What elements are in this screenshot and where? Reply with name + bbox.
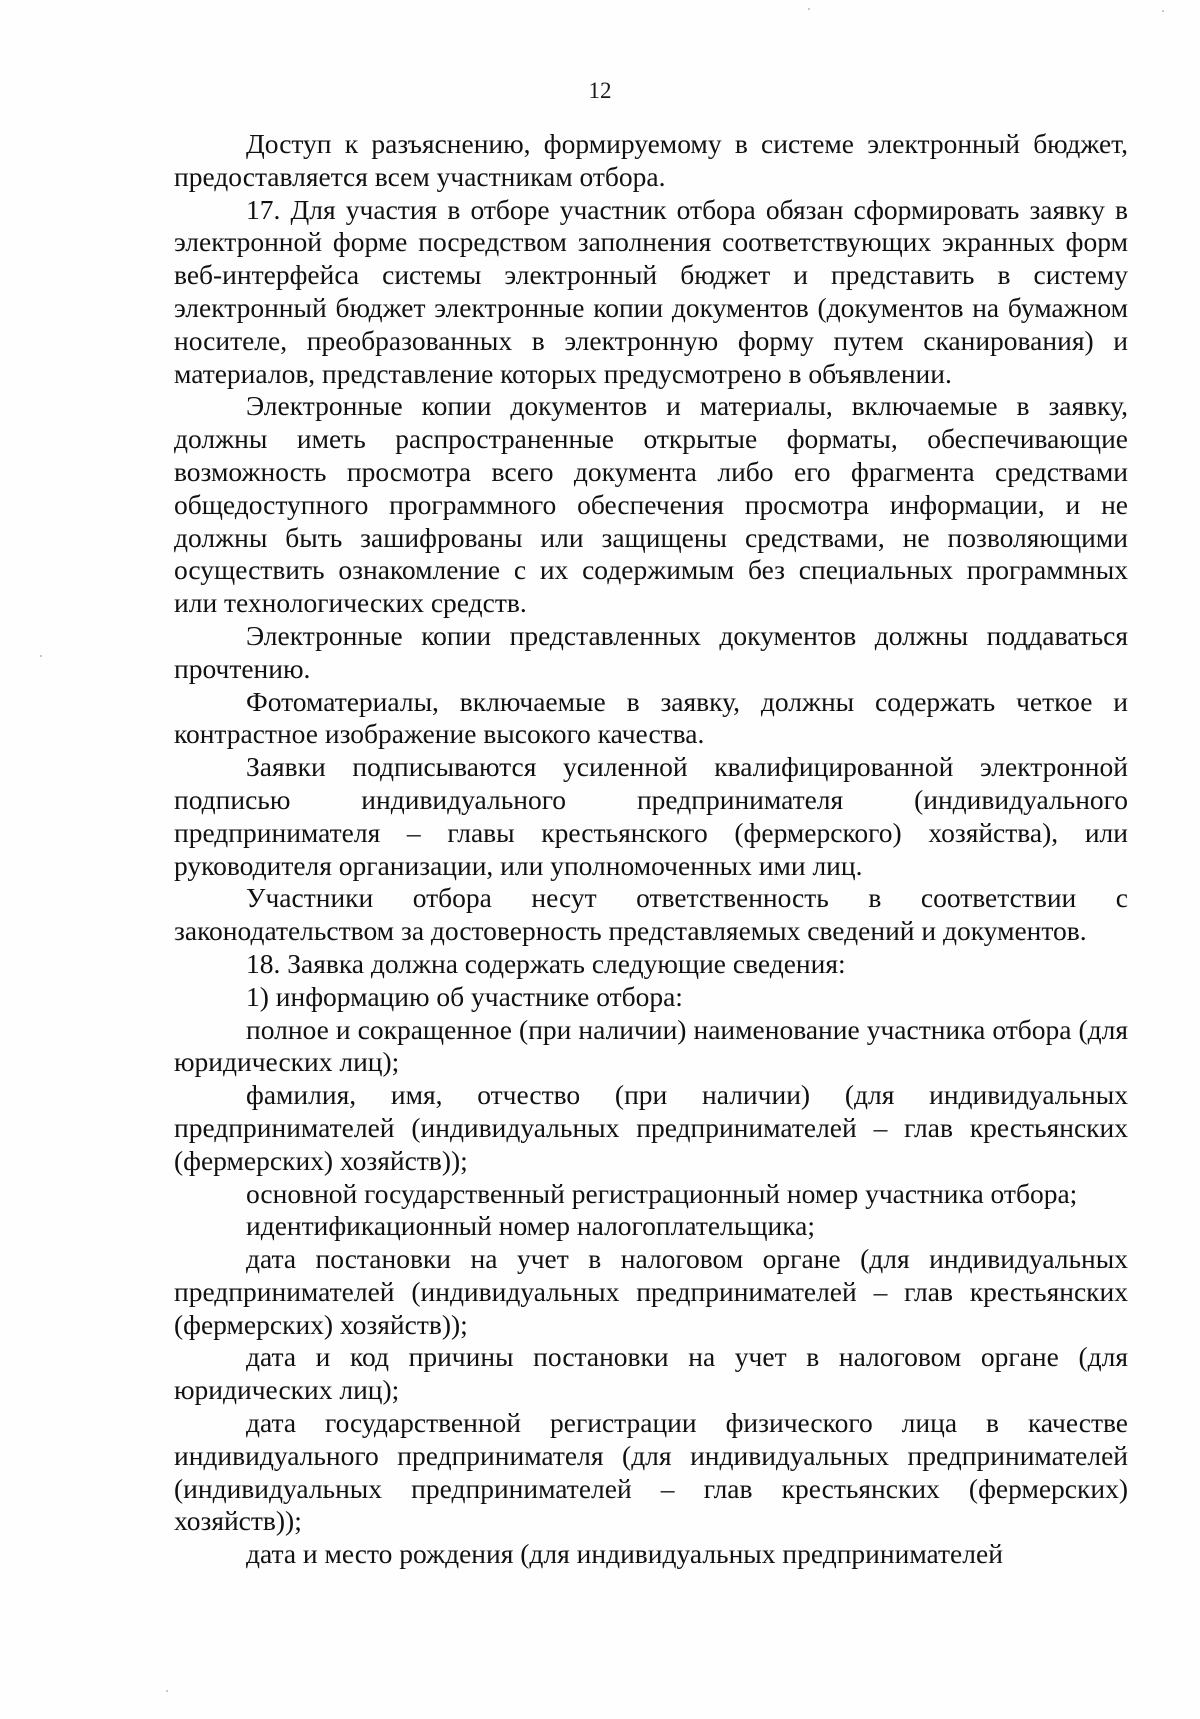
paragraph: Заявки подписываются усиленной квалифицированной электронной подписью индивидуального предпринимателя (индивидуального предпринимателя – главы крестьянского (фермерского) хозяйства), или руководителя организации, или уполномоченных ими лиц. [174, 751, 1128, 881]
paragraph: основной государственный регистрационный номер участника отбора; [246, 1177, 1078, 1209]
scan-speck [808, 8, 810, 10]
paragraph: Участники отбора несут ответственность в соответствии с законодательством за достоверность представляемых сведений и документов. [174, 882, 1128, 947]
paragraph: 1) информацию об участнике отбора: [246, 980, 683, 1012]
paragraph: фамилия, имя, отчество (при наличии) (для индивидуальных предпринимателей (индивидуальных предпринимателей – глав крестьянских (фермерских) хозяйств)); [174, 1079, 1128, 1176]
paragraph: дата государственной регистрации физического лица в качестве индивидуального предпринимателя (для индивидуальных предпринимателей (индивидуальных предпринимателей – глав крестьянских (фермерских) хозяйств)); [174, 1407, 1128, 1537]
paragraph: дата и место рождения (для индивидуальных предпринимателей [246, 1538, 1003, 1570]
page-number: 12 [588, 78, 612, 103]
paragraph: идентификационный номер налогоплательщика; [246, 1210, 816, 1242]
paragraph: Доступ к разъяснению, формируемому в системе электронный бюджет, предоставляется всем участникам отбора. [174, 128, 1128, 192]
paragraph: Электронные копии документов и материалы, включаемые в заявку, должны иметь распространенные открытые форматы, обеспечивающие возможность просмотра всего документа либо его фрагмента средствами общедоступного программного обеспечения просмотра информации, и не должны быть зашифрованы или защищены средствами, не позволяющими осуществить ознакомление с их содержимым без специальных программных или технологических средств. [174, 390, 1128, 619]
paragraph: Фотоматериалы, включаемые в заявку, должны содержать четкое и контрастное изображение высокого качества. [174, 685, 1128, 750]
paragraph: дата и код причины постановки на учет в налоговом органе (для юридических лиц); [174, 1341, 1128, 1406]
scan-speck [40, 655, 42, 657]
paragraph: 18. Заявка должна содержать следующие сведения: [246, 947, 846, 979]
paragraph: дата постановки на учет в налоговом органе (для индивидуальных предпринимателей (индивидуальных предпринимателей – глав крестьянских (фермерских) хозяйств)); [174, 1243, 1128, 1340]
paragraph: Электронные копии представленных документов должны поддаваться прочтению. [174, 619, 1128, 684]
paragraph: полное и сокращенное (при наличии) наименование участника отбора (для юридических лиц); [174, 1013, 1128, 1078]
document-body [174, 128, 1128, 1571]
scan-speck [166, 1690, 168, 1692]
paragraph: 17. Для участия в отборе участник отбора обязан сформировать заявку в электронной форме посредством заполнения соответствующих экранных форм веб-интерфейса системы электронный бюджет и представить в систему электронный бюджет электронные копии документов (документов на бумажном носителе, преобразованных в электронную форму путем сканирования) и материалов, представление которых предусмотрено в объявлении. [174, 193, 1128, 389]
scan-speck [1162, 10, 1164, 12]
